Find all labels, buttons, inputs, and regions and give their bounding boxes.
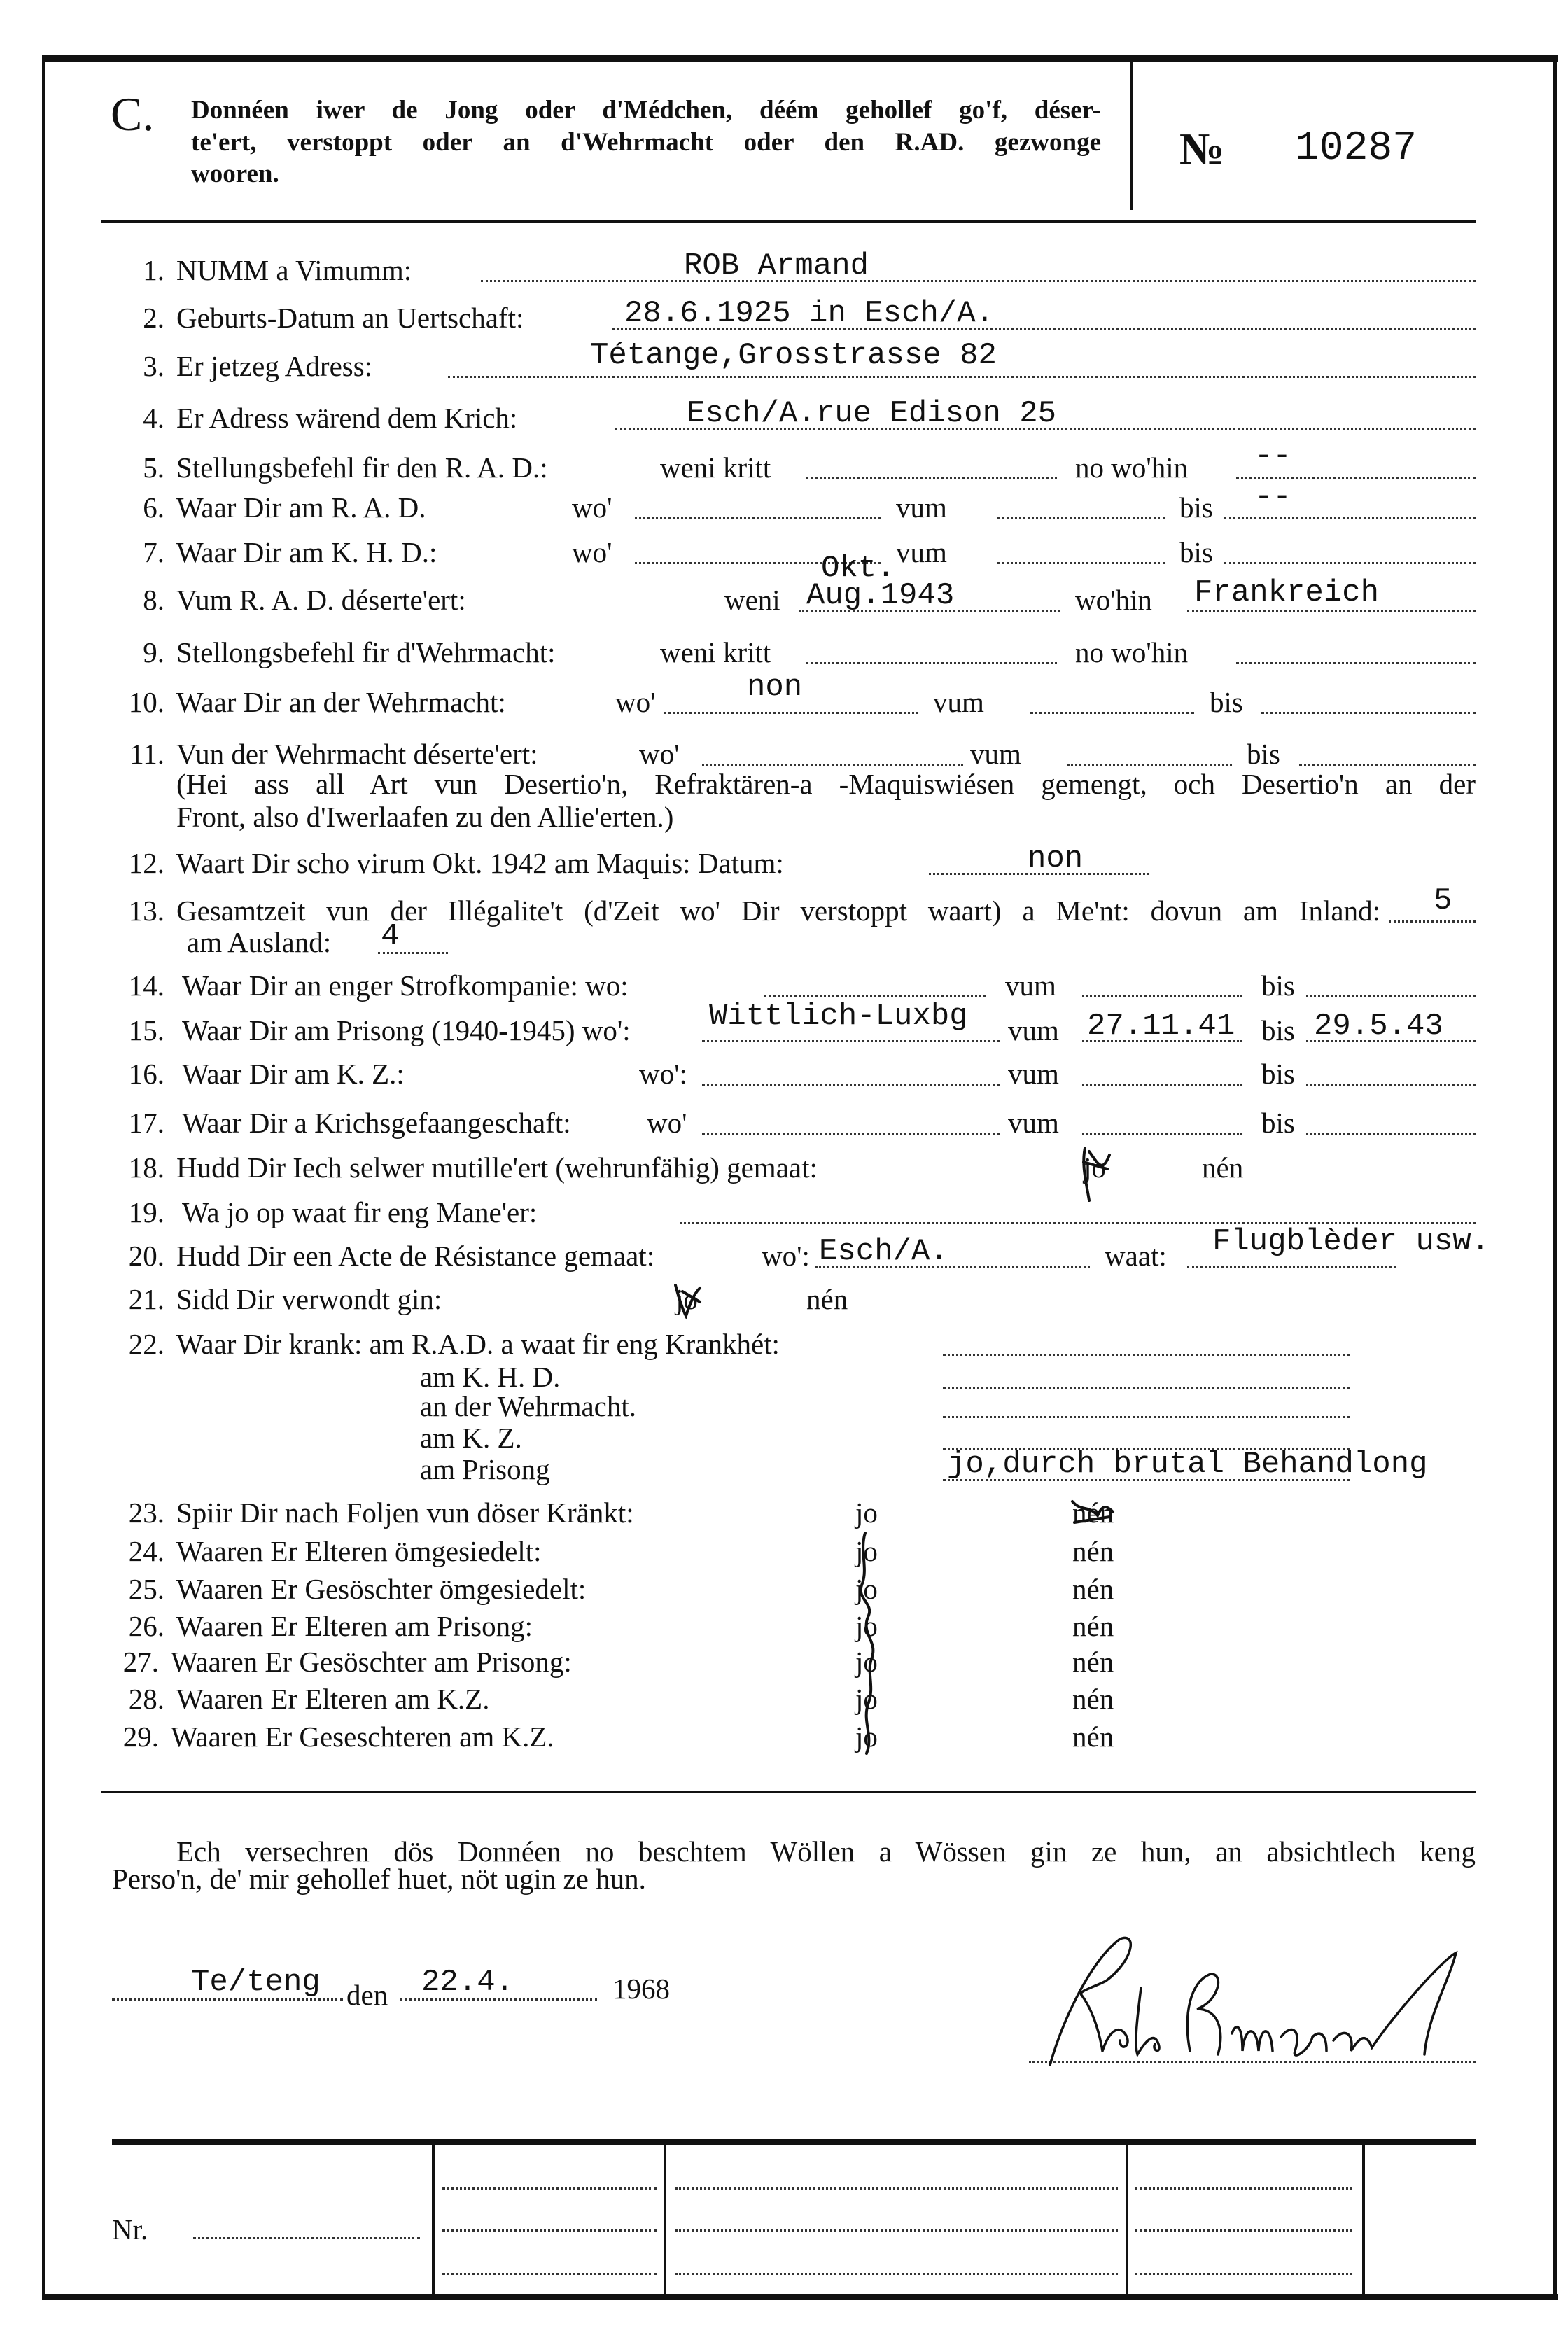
nr-field[interactable] xyxy=(193,2237,420,2239)
row-number: 26. xyxy=(128,1610,164,1642)
yes-option[interactable]: jo xyxy=(855,1573,878,1605)
wo-field[interactable] xyxy=(702,764,963,766)
den-label: den xyxy=(346,1979,388,2011)
abroad-label: am Ausland: xyxy=(187,926,332,958)
row-label: Waar Dir an enger Strofkompanie: wo: xyxy=(182,969,629,1002)
wo-field[interactable] xyxy=(664,712,918,714)
vum-field[interactable] xyxy=(1082,1084,1242,1086)
illness-prisong-value: jo,durch brutal Behandlong xyxy=(947,1447,1428,1482)
vum-field[interactable] xyxy=(1030,712,1194,714)
row-number: 24. xyxy=(128,1535,164,1567)
vum-field[interactable] xyxy=(1082,1133,1242,1135)
section-rule xyxy=(102,1791,1476,1793)
row-number: 17. xyxy=(128,1107,164,1139)
waat-label: waat: xyxy=(1105,1240,1167,1272)
row-number: 11. xyxy=(130,738,164,770)
yes-option[interactable]: jo xyxy=(855,1497,878,1529)
no-option[interactable]: nén xyxy=(1072,1610,1114,1642)
row-label: Waaren Er Geseschteren am K.Z. xyxy=(171,1721,554,1753)
bis-value: -- xyxy=(1254,479,1292,514)
wo-value: non xyxy=(747,670,803,705)
row-number: 4. xyxy=(143,402,164,434)
table-divider xyxy=(432,2145,435,2295)
bis-label: bis xyxy=(1180,491,1213,524)
row-number: 9. xyxy=(143,636,164,668)
note-line-1: (Hei ass all Art vun Desertio'n, Refraktären-a -Maquiswiésen gemengt, och Desertio'n an der xyxy=(176,768,1476,800)
wo-field[interactable] xyxy=(702,1040,1000,1042)
where-value: -- xyxy=(1254,439,1292,474)
abroad-value: 4 xyxy=(381,919,400,954)
header-divider xyxy=(1130,62,1133,210)
table-cell-field[interactable] xyxy=(442,2229,657,2232)
vum-label: vum xyxy=(896,536,947,568)
row-number: 1. xyxy=(143,254,164,286)
row-number: 28. xyxy=(128,1683,164,1715)
row-number: 20. xyxy=(128,1240,164,1272)
table-cell-field[interactable] xyxy=(676,2273,1118,2275)
table-divider xyxy=(1362,2145,1365,2295)
when-label: weni xyxy=(724,584,780,616)
bis-field[interactable] xyxy=(1261,712,1476,714)
row-number: 7. xyxy=(143,536,164,568)
date-value: 22.4. xyxy=(421,1965,514,2000)
row-number: 23. xyxy=(128,1497,164,1529)
no-option[interactable]: nén xyxy=(1072,1535,1114,1567)
signature xyxy=(1050,1938,1456,2065)
row-number: 18. xyxy=(128,1151,164,1184)
vum-label: vum xyxy=(1005,969,1056,1002)
declaration-line-1: Ech versechren dös Donnéen no beschtem Wöllen a Wössen gin ze hun, an absichtlech keng xyxy=(176,1835,1476,1868)
when-note: Okt. xyxy=(821,551,895,586)
when-field[interactable] xyxy=(806,477,1057,479)
bis-label: bis xyxy=(1261,1107,1295,1139)
yes-option[interactable]: jo xyxy=(855,1721,878,1753)
wo-label: wo' xyxy=(639,738,680,770)
name-value: ROB Armand xyxy=(684,248,869,283)
row-label: Stellungsbefehl fir den R. A. D.: xyxy=(176,451,548,484)
bis-label: bis xyxy=(1261,969,1295,1002)
row-label: Waar Dir a Krichsgefaangeschaft: xyxy=(182,1107,571,1139)
wo-field[interactable] xyxy=(635,517,881,519)
signature-field[interactable] xyxy=(1029,2061,1476,2063)
illness-rad-field[interactable] xyxy=(943,1354,1350,1356)
table-cell-field[interactable] xyxy=(1135,2273,1352,2275)
wo-label: wo': xyxy=(639,1058,687,1090)
bis-label: bis xyxy=(1247,738,1280,770)
note-line-2: Front, also d'Iwerlaafen zu den Allie'erten.) xyxy=(176,801,674,833)
row-label: Waar Dir am K. Z.: xyxy=(182,1058,405,1090)
row-label: Geburts-Datum an Uertschaft: xyxy=(176,302,524,334)
row-label: NUMM a Vimumm: xyxy=(176,254,412,286)
no-option[interactable]: nén xyxy=(1072,1721,1114,1753)
border-left xyxy=(42,55,46,2300)
inland-value: 5 xyxy=(1434,883,1452,918)
border-right xyxy=(1553,55,1558,2300)
sub-label-kz: am K. Z. xyxy=(420,1422,522,1454)
vum-field[interactable] xyxy=(997,562,1165,564)
border-top xyxy=(42,55,1558,62)
when-value: Aug.1943 xyxy=(806,578,955,613)
wo-value: Wittlich-Luxbg xyxy=(709,999,968,1034)
row-label: Wa jo op waat fir eng Mane'er: xyxy=(182,1196,538,1228)
birth-value: 28.6.1925 in Esch/A. xyxy=(624,296,995,331)
where-field[interactable] xyxy=(1236,662,1476,664)
row-label: Gesamtzeit vun der Illégalite't (d'Zeit wo' Dir verstoppt waart) a Me'nt: dovun am Inland: xyxy=(176,895,1380,927)
no-option[interactable]: nén xyxy=(1072,1497,1114,1529)
where-label: no wo'hin xyxy=(1075,451,1189,484)
when-label: weni kritt xyxy=(660,636,771,668)
vum-label: vum xyxy=(1008,1058,1059,1090)
row-label: Er Adress wärend dem Krich: xyxy=(176,402,518,434)
yes-option[interactable]: jo xyxy=(855,1683,878,1715)
table-cell-field[interactable] xyxy=(1135,2187,1352,2190)
vum-label: vum xyxy=(933,686,984,718)
bis-label: bis xyxy=(1180,536,1213,568)
bis-field[interactable] xyxy=(1299,764,1476,766)
illness-wehrmacht-field[interactable] xyxy=(943,1416,1350,1418)
declaration-line-2: Perso'n, de' mir gehollef huet, nöt ugin ze hun. xyxy=(112,1863,646,1895)
row-number: 21. xyxy=(128,1283,164,1315)
row-label: Hudd Dir een Acte de Résistance gemaat: xyxy=(176,1240,655,1272)
row-label: Vum R. A. D. déserte'ert: xyxy=(176,584,466,616)
border-bottom xyxy=(42,2294,1558,2300)
vum-field[interactable] xyxy=(997,517,1165,519)
wo-label: wo' xyxy=(615,686,656,718)
row-label: Waar Dir am R. A. D. xyxy=(176,491,426,524)
row-label: Waar Dir krank: am R.A.D. a waat fir eng Krankhét: xyxy=(176,1328,780,1360)
row-number: 29. xyxy=(122,1721,159,1753)
wo-label: wo' xyxy=(647,1107,687,1139)
table-cell-field[interactable] xyxy=(676,2229,1118,2232)
vum-field[interactable] xyxy=(1068,764,1232,766)
row-label: Waaren Er Elteren am Prisong: xyxy=(176,1610,533,1642)
bis-label: bis xyxy=(1261,1014,1295,1046)
vum-label: vum xyxy=(1008,1014,1059,1046)
nr-label: Nr. xyxy=(112,2213,148,2246)
row-label: Waar Dir am Prisong (1940-1945) wo': xyxy=(182,1014,631,1046)
vum-value: 27.11.41 xyxy=(1087,1009,1236,1044)
row-label: Waar Dir an der Wehrmacht: xyxy=(176,686,506,718)
where-label: wo'hin xyxy=(1075,584,1152,616)
place-value: Te/teng xyxy=(191,1965,321,2000)
where-value: Frankreich xyxy=(1194,575,1380,610)
row-number: 13. xyxy=(128,895,164,927)
row-number: 10. xyxy=(128,686,164,718)
row-number: 27. xyxy=(122,1646,159,1678)
no-option[interactable]: nén xyxy=(1072,1573,1114,1605)
no-option[interactable]: nén xyxy=(1202,1151,1244,1184)
sub-label-prisong: am Prisong xyxy=(420,1453,550,1485)
inland-field[interactable] xyxy=(1389,920,1476,923)
vum-label: vum xyxy=(896,491,947,524)
section-letter: C. xyxy=(111,87,155,141)
row-label: Waaren Er Elteren ömgesiedelt: xyxy=(176,1535,542,1567)
vum-field[interactable] xyxy=(1082,995,1242,997)
bis-label: bis xyxy=(1210,686,1243,718)
year-label: 1968 xyxy=(612,1973,670,2005)
sub-label-khd: am K. H. D. xyxy=(420,1361,561,1393)
row-number: 25. xyxy=(128,1573,164,1605)
illness-khd-field[interactable] xyxy=(943,1387,1350,1389)
table-cell-field[interactable] xyxy=(442,2273,657,2275)
address-value: Tétange,Grosstrasse 82 xyxy=(590,338,997,373)
row-label: Waaren Er Gesöschter am Prisong: xyxy=(171,1646,572,1678)
no-option[interactable]: nén xyxy=(1072,1683,1114,1715)
yes-option[interactable]: jo xyxy=(855,1535,878,1567)
row-number: 16. xyxy=(128,1058,164,1090)
table-cell-field[interactable] xyxy=(1135,2229,1352,2232)
row-number: 5. xyxy=(143,451,164,484)
bis-field[interactable] xyxy=(1224,517,1476,519)
table-cell-field[interactable] xyxy=(676,2187,1118,2190)
yes-option[interactable]: jo xyxy=(1084,1151,1106,1184)
where-label: no wo'hin xyxy=(1075,636,1189,668)
vum-label: vum xyxy=(970,738,1021,770)
bis-label: bis xyxy=(1261,1058,1295,1090)
row-number: 3. xyxy=(143,350,164,382)
row-number: 2. xyxy=(143,302,164,334)
bis-field[interactable] xyxy=(1224,562,1476,564)
row-number: 15. xyxy=(128,1014,164,1046)
row-number: 12. xyxy=(128,847,164,879)
no-option[interactable]: nén xyxy=(1072,1646,1114,1678)
header-rule xyxy=(102,220,1476,223)
yes-option[interactable]: jo xyxy=(855,1646,878,1678)
table-divider xyxy=(664,2145,666,2295)
number-sign: № xyxy=(1180,124,1225,174)
when-label: weni kritt xyxy=(660,451,771,484)
table-top-rule xyxy=(112,2139,1476,2145)
table-divider xyxy=(1126,2145,1128,2295)
row-label: Stellongsbefehl fir d'Wehrmacht: xyxy=(176,636,556,668)
bis-value: 29.5.43 xyxy=(1314,1009,1443,1044)
row-number: 8. xyxy=(143,584,164,616)
bis-field[interactable] xyxy=(1306,995,1476,997)
table-cell-field[interactable] xyxy=(442,2187,657,2190)
row-label: Waaren Er Elteren am K.Z. xyxy=(176,1683,490,1715)
row-label: Waar Dir am K. H. D.: xyxy=(176,536,438,568)
vum-label: vum xyxy=(1008,1107,1059,1139)
waat-field[interactable] xyxy=(1187,1266,1396,1268)
row-label: Er jetzeg Adress: xyxy=(176,350,373,382)
wo-label: wo' xyxy=(572,536,612,568)
address-field[interactable] xyxy=(448,376,1476,378)
row-number: 6. xyxy=(143,491,164,524)
yes-option[interactable]: jo xyxy=(676,1283,698,1315)
wo-label: wo' xyxy=(572,491,612,524)
wo-value: Esch/A. xyxy=(819,1234,948,1269)
war-address-value: Esch/A.rue Edison 25 xyxy=(687,396,1057,431)
row-number: 22. xyxy=(128,1328,164,1360)
row-label: Spiir Dir nach Foljen vun döser Kränkt: xyxy=(176,1497,634,1529)
header-title-line-2: te'ert, verstoppt oder an d'Wehrmacht oder den R.AD. gezwonge xyxy=(191,128,1101,157)
wo-field[interactable] xyxy=(764,995,986,997)
maquis-date-value: non xyxy=(1028,841,1084,876)
row-number: 14. xyxy=(128,969,164,1002)
waat-value: Flugblèder usw. xyxy=(1212,1224,1490,1259)
wo-label: wo': xyxy=(762,1240,810,1272)
form-number: 10287 xyxy=(1295,126,1418,171)
header-title-line-3: wooren. xyxy=(191,160,279,188)
yes-option[interactable]: jo xyxy=(855,1610,878,1642)
bis-field[interactable] xyxy=(1306,1133,1476,1135)
sub-label-wehrmacht: an der Wehrmacht. xyxy=(420,1390,637,1422)
when-field[interactable] xyxy=(806,662,1057,664)
wo-field[interactable] xyxy=(702,1084,1000,1086)
row-label: Waart Dir scho virum Okt. 1942 am Maquis: Datum: xyxy=(176,847,784,879)
wo-field[interactable] xyxy=(702,1133,1000,1135)
bis-field[interactable] xyxy=(1306,1084,1476,1086)
no-option[interactable]: nén xyxy=(806,1283,848,1315)
row-label: Waaren Er Gesöschter ömgesiedelt: xyxy=(176,1573,587,1605)
name-field[interactable] xyxy=(481,280,1476,282)
row-label: Vun der Wehrmacht déserte'ert: xyxy=(176,738,538,770)
row-number: 19. xyxy=(128,1196,164,1228)
row-label: Hudd Dir Iech selwer mutille'ert (wehrunfähig) gemaat: xyxy=(176,1151,818,1184)
row-label: Sidd Dir verwondt gin: xyxy=(176,1283,442,1315)
header-title-line-1: Donnéen iwer de Jong oder d'Médchen, déém gehollef go'f, déser- xyxy=(191,96,1101,125)
